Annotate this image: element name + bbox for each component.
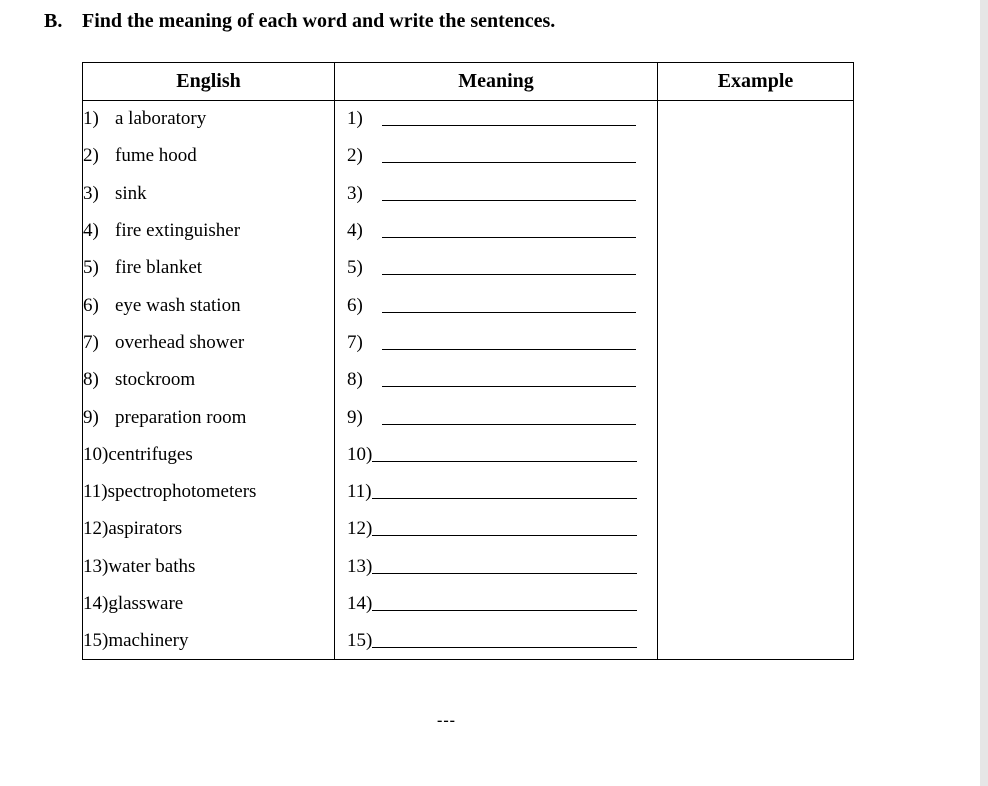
english-cell — [83, 548, 335, 585]
meaning-number: 10) — [347, 443, 373, 465]
table-row — [83, 623, 854, 660]
example-cell[interactable] — [658, 585, 854, 622]
item-number: 15) — [83, 630, 109, 652]
example-cell[interactable] — [658, 287, 854, 324]
vocabulary-word: fire extinguisher — [115, 220, 241, 242]
item-number: 9) — [83, 406, 99, 428]
english-cell — [83, 362, 335, 399]
meaning-cell[interactable] — [335, 287, 658, 324]
vocabulary-word: overhead shower — [115, 331, 245, 353]
table-header-row — [83, 63, 854, 101]
table-row — [83, 585, 854, 622]
table-row — [83, 362, 854, 399]
english-cell — [83, 399, 335, 436]
item-number: 4) — [83, 220, 99, 242]
meaning-number: 1) — [347, 108, 363, 130]
example-cell[interactable] — [658, 473, 854, 510]
meaning-number: 14) — [347, 593, 373, 614]
meaning-answer-line[interactable] — [372, 460, 637, 462]
meaning-cell[interactable] — [335, 585, 658, 622]
example-cell[interactable] — [658, 138, 854, 175]
meaning-answer-line[interactable] — [382, 311, 636, 313]
example-cell[interactable] — [658, 101, 854, 138]
section-instruction: Find the meaning of each word and write the sentences. — [82, 10, 556, 32]
vocabulary-word: aspirators — [108, 518, 183, 540]
english-cell — [83, 175, 335, 212]
vocabulary-word: a laboratory — [115, 108, 207, 130]
meaning-answer-line[interactable] — [382, 236, 636, 238]
item-number: 1) — [83, 108, 99, 130]
meaning-answer-line[interactable] — [382, 199, 636, 201]
english-cell — [83, 436, 335, 473]
meaning-cell[interactable] — [335, 511, 658, 548]
item-number: 6) — [83, 294, 99, 316]
meaning-answer-line[interactable] — [372, 646, 637, 648]
table-row — [83, 399, 854, 436]
english-cell — [83, 324, 335, 361]
meaning-number: 8) — [347, 369, 363, 391]
meaning-cell[interactable] — [335, 399, 658, 436]
english-cell — [83, 585, 335, 622]
english-cell — [83, 212, 335, 249]
header-english: English — [83, 63, 335, 101]
meaning-number: 9) — [347, 406, 363, 428]
meaning-number: 2) — [347, 145, 363, 167]
example-cell[interactable] — [658, 175, 854, 212]
example-cell[interactable] — [658, 212, 854, 249]
english-cell — [83, 287, 335, 324]
vocabulary-word: fume hood — [115, 145, 197, 167]
meaning-answer-line[interactable] — [382, 161, 636, 163]
vocabulary-word: fire blanket — [115, 257, 203, 279]
item-number: 7) — [83, 331, 99, 353]
example-cell[interactable] — [658, 436, 854, 473]
meaning-cell[interactable] — [335, 250, 658, 287]
meaning-cell[interactable] — [335, 473, 658, 510]
header-example: Example — [658, 63, 854, 101]
item-number: 10) — [83, 443, 109, 465]
item-number: 2) — [83, 145, 99, 167]
example-cell[interactable] — [658, 511, 854, 548]
meaning-cell[interactable] — [335, 324, 658, 361]
english-cell — [83, 623, 335, 660]
meaning-number: 5) — [347, 257, 363, 279]
vocabulary-word: machinery — [108, 630, 189, 652]
english-cell — [83, 250, 335, 287]
meaning-cell[interactable] — [335, 138, 658, 175]
meaning-number: 4) — [347, 220, 363, 242]
table-row — [83, 548, 854, 585]
meaning-cell[interactable] — [335, 212, 658, 249]
vocabulary-word: glassware — [108, 593, 184, 614]
english-cell — [83, 473, 335, 510]
item-number: 12) — [83, 518, 109, 540]
meaning-answer-line[interactable] — [382, 348, 636, 350]
meaning-cell[interactable] — [335, 436, 658, 473]
meaning-number: 12) — [347, 518, 373, 540]
table-row — [83, 250, 854, 287]
example-cell[interactable] — [658, 623, 854, 660]
table-row — [83, 324, 854, 361]
meaning-number: 3) — [347, 182, 363, 204]
table-row — [83, 175, 854, 212]
table-row — [83, 287, 854, 324]
item-number: 3) — [83, 182, 99, 204]
vocabulary-word: centrifuges — [108, 443, 193, 465]
meaning-answer-line[interactable] — [382, 423, 636, 425]
meaning-number: 11) — [347, 481, 372, 503]
meaning-answer-line[interactable] — [382, 385, 636, 387]
vocabulary-word: sink — [115, 182, 147, 204]
item-number: 8) — [83, 369, 99, 391]
meaning-answer-line[interactable] — [372, 497, 637, 499]
table-row — [83, 473, 854, 510]
vocabulary-word: eye wash station — [115, 294, 241, 316]
page-end-mark: --- — [437, 712, 456, 729]
table-row — [83, 138, 854, 175]
item-number: 5) — [83, 257, 99, 279]
vocabulary-word: stockroom — [115, 369, 196, 391]
example-cell[interactable] — [658, 250, 854, 287]
table-row — [83, 101, 854, 138]
header-meaning: Meaning — [335, 63, 658, 101]
vocabulary-table — [82, 62, 854, 660]
meaning-number: 15) — [347, 630, 373, 652]
vocabulary-word: water baths — [108, 555, 196, 577]
example-cell[interactable] — [658, 324, 854, 361]
english-cell — [83, 101, 335, 138]
item-number: 11) — [83, 481, 108, 503]
item-number: 14) — [83, 593, 109, 614]
vocabulary-word: preparation room — [115, 406, 247, 428]
meaning-cell[interactable] — [335, 623, 658, 660]
meaning-number: 7) — [347, 331, 363, 353]
meaning-answer-line[interactable] — [382, 124, 636, 126]
meaning-cell[interactable] — [335, 175, 658, 212]
table-row — [83, 511, 854, 548]
meaning-answer-line[interactable] — [382, 273, 636, 275]
english-cell — [83, 511, 335, 548]
table-body — [83, 101, 854, 660]
example-cell[interactable] — [658, 399, 854, 436]
section-letter: B. — [44, 10, 63, 32]
table-row — [83, 212, 854, 249]
meaning-number: 13) — [347, 555, 373, 577]
english-cell — [83, 138, 335, 175]
vocabulary-word: spectrophotometers — [107, 481, 257, 503]
page-scroll-edge — [980, 0, 988, 786]
meaning-answer-line[interactable] — [372, 534, 637, 536]
meaning-answer-line[interactable] — [372, 572, 637, 574]
meaning-answer-line[interactable] — [372, 609, 637, 611]
item-number: 13) — [83, 555, 109, 577]
meaning-number: 6) — [347, 294, 363, 316]
meaning-cell[interactable] — [335, 548, 658, 585]
example-cell[interactable] — [658, 362, 854, 399]
example-cell[interactable] — [658, 548, 854, 585]
table-row — [83, 436, 854, 473]
meaning-cell[interactable] — [335, 101, 658, 138]
section-heading — [44, 10, 555, 33]
meaning-cell[interactable] — [335, 362, 658, 399]
